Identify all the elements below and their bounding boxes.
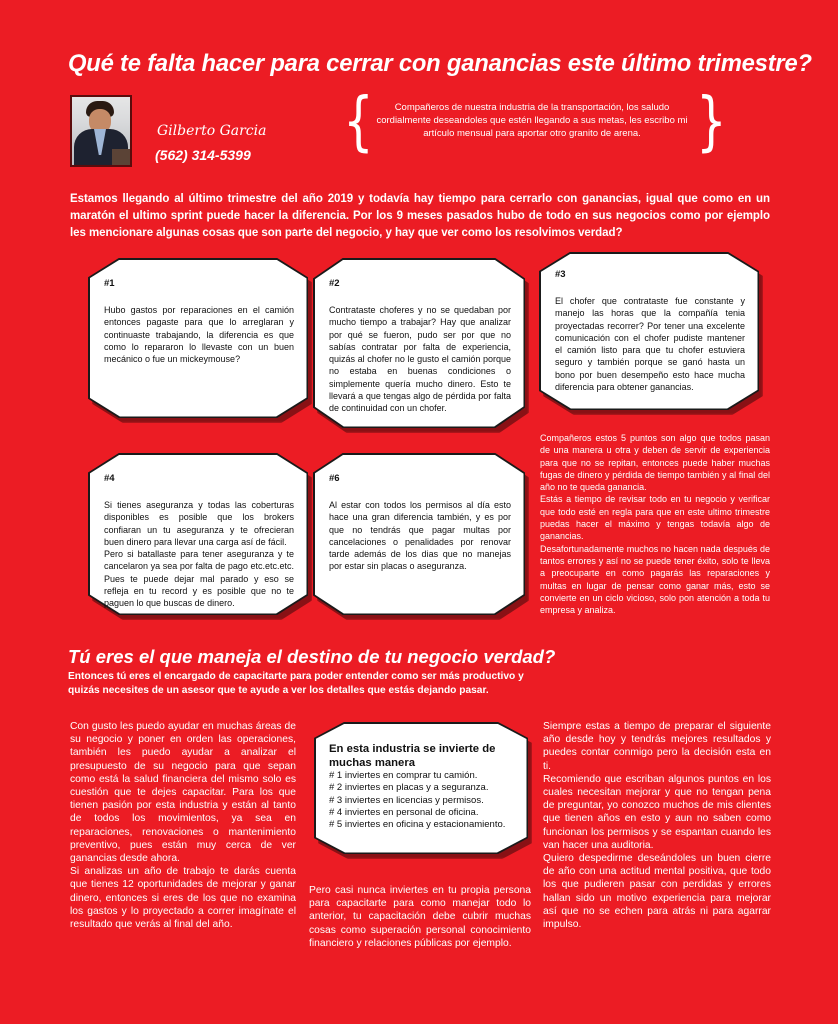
invest-item: # 5 inviertes en oficina y estacionamiento. (329, 819, 506, 831)
headline: Qué te falta hacer para cerrar con ganancias este último trimestre? (68, 50, 812, 77)
author-phone: (562) 314-5399 (155, 147, 251, 163)
point-card-5 (313, 453, 525, 615)
section-title: Tú eres el que maneja el destino de tu negocio verdad? (68, 646, 556, 667)
invest-list (329, 770, 514, 831)
summary-paragraph: Estás a tiempo de revisar todo en tu negocio y verificar que todo esté en regla para que en este ultimo trimestre puedas hacer el máximo y tengas todavía algo de ganancias. (540, 494, 770, 542)
card-text: Al estar con todos los permisos al día esto hace una gran diferencia también, y es por que no tendrás que pagar multas por cancelaciones o penalidades por renovar tarde además de los dias que no manejas por estar sin placas o aseguranza. (329, 500, 511, 572)
author-photo (70, 95, 132, 167)
section-subtitle: Entonces tú eres el encargado de capacitarte para poder entender como ser más productivo y quizás necesites de un asesor que te ayude a ver los detalles que estás dejando pasar. (68, 671, 524, 696)
left-column-text (70, 720, 296, 931)
point-card-4 (88, 453, 308, 615)
right-column-text (543, 720, 771, 931)
column-paragraph: Si analizas un año de trabajo te darás cuenta que tienes 12 oportunidades de mejorar y ganar dinero, entonces si eres de los que no examina los gastos y lo proyectado a correr imagínate el resultado que verás al final del año. (70, 866, 296, 931)
invest-item: # 2 inviertes en placas y a seguranza. (329, 782, 489, 794)
author-name: Gilberto Garcia (157, 123, 267, 139)
point-card-1 (88, 258, 308, 418)
card-number: #4 (104, 473, 115, 484)
lead-paragraph: Estamos llegando al último trimestre del año 2019 y todavía hay tiempo para cerrarlo con ganancias, igual que como en un maratón el ultimo sprint puede hacer la diferencia. Por los 9 meses pasados hubo de todo en sus negocios como por ejemplo les mencionare algunas cosas que son parte del negocio, y hay que ver como los resolvimos verdad? (70, 193, 770, 239)
point-card-3 (539, 252, 759, 410)
invest-box (314, 722, 528, 854)
column-paragraph: Siempre estas a tiempo de preparar el siguiente año desde hoy y tendrás mejores resultados y puedes contar conmigo pero la decisión esta en ti. (543, 721, 771, 772)
card-text: Contrataste choferes y no se quedaban por mucho tiempo a trabajar? Hay que analizar por qué se fueron, pudo ser por que no sabías contratar por falta de experiencia, quizás al chofer no le gusto el camión porque no estaba en buenas condiciones o simplemente quería mucho dinero. Esto te llevará a que tengas algo de pérdida por falta de continuidad con un chofer. (329, 305, 511, 414)
invest-item: # 4 inviertes en personal de oficina. (329, 806, 479, 818)
card-number: #6 (329, 473, 340, 484)
card-text: El chofer que contrataste fue constante y manejo las horas que la compañía tenia proyectadas recorrer? Por tener una excelente comunicación con el chofer pudiste mantener el camión listo para que tu chofer estuviera seguro y también porque se ganó hasta un bono por buen desempeño esto hace mucha diferencia para obtener ganancias. (555, 296, 745, 393)
intro-text: Compañeros de nuestra industria de la transportación, los saludo cordialmente deseandoles que estén llegando a sus metas, les escribo mi artículo mensual para aportar otro granito de arena. (376, 102, 688, 139)
column-paragraph: Quiero despedirme deseándoles un buen cierre de año con una actitud mental positiva, que todo los que pudieren pasar con perdidas y errores hallan sido un motivo experiencia para mejorar así que no se echen para atrás ni para agarrar impulso. (543, 853, 771, 931)
card-number: #2 (329, 278, 340, 289)
right-brace-icon: } (696, 85, 727, 159)
invest-box-title: En esta industria se invierte de muchas manera (329, 743, 496, 769)
card-text: Si tienes aseguranza y todas las coberturas disponibles es posible que los brokers confiaran un tu aseguranza y te ofrecieran buen dinero para llevar una carga así de fácil. (104, 500, 294, 547)
left-brace-icon: { (343, 85, 374, 159)
middle-column-text (309, 884, 531, 950)
summary-text (540, 432, 770, 616)
card-number: #1 (104, 278, 115, 289)
column-paragraph: Pero casi nunca inviertes en tu propia persona para capacitarte para como manejar todo lo anterior, tu capacitación debe cubrir muchas cosas como superación personal conocimiento financiero y relaciones públicas por ejemplo. (309, 885, 531, 949)
column-paragraph: Recomiendo que escriban algunos puntos en los cuales necesitan mejorar y que no tengan pena de preguntar, yo conozco muchos de mis clientes que tienen años en esto y aun no saben como funcionan los permisos y se espantan cuando les van hacer una auditoria. (543, 773, 771, 851)
invest-item: # 3 inviertes en licencias y permisos. (329, 794, 484, 806)
invest-item: # 1 inviertes en comprar tu camión. (329, 770, 478, 781)
summary-paragraph: Desafortunadamente muchos no hacen nada después de tantos errores y así no se puede tener éxito, solo te lleva a preocuparte en como pagarás las reparaciones y multas en lugar de pensar como ganar más, esto se convierte en un ciclo vicioso, solo pon atención a toda tu empresa y analiza. (540, 543, 770, 616)
summary-paragraph: Compañeros estos 5 puntos son algo que todos pasan de una manera u otra y deben de servir de experiencia para que no se repitan, entonces puede haber muchas fugas de dinero y pérdida de tiempo también y al final del año no te queda ganancia. (540, 433, 770, 493)
point-card-2 (313, 258, 525, 428)
card-text: Hubo gastos por reparaciones en el camión entonces pagaste para que lo arreglaran y continuaste trabajando, la diferencia es que como lo repararon lo llevaste con un buen mecánico o fue un mickeymouse? (104, 305, 294, 365)
column-paragraph: Con gusto les puedo ayudar en muchas áreas de su negocio y poner en orden las operaciones, también les puedo ayudar a analizar el presupuesto de su negocio para que sepan como está la salud financiera del mismo solo es cuestión que te dejes capacitar. Para los que tienen pasión por esta industria y están al tanto de todos los movimientos, ya sea en reparaciones, renovaciones o mantenimiento preventivo, pues están muy cerca de ver ganancias desde ahora. (70, 721, 296, 865)
card-text-continued: Pero si batallaste para tener aseguranza y te cancelaron ya sea por falta de pago etc.etc.etc. Pues te puede dejar mal parado y eso se refleja en tu record y es posible que no te paguen lo que buscas de dinero. (104, 549, 294, 609)
card-number: #3 (555, 269, 566, 280)
